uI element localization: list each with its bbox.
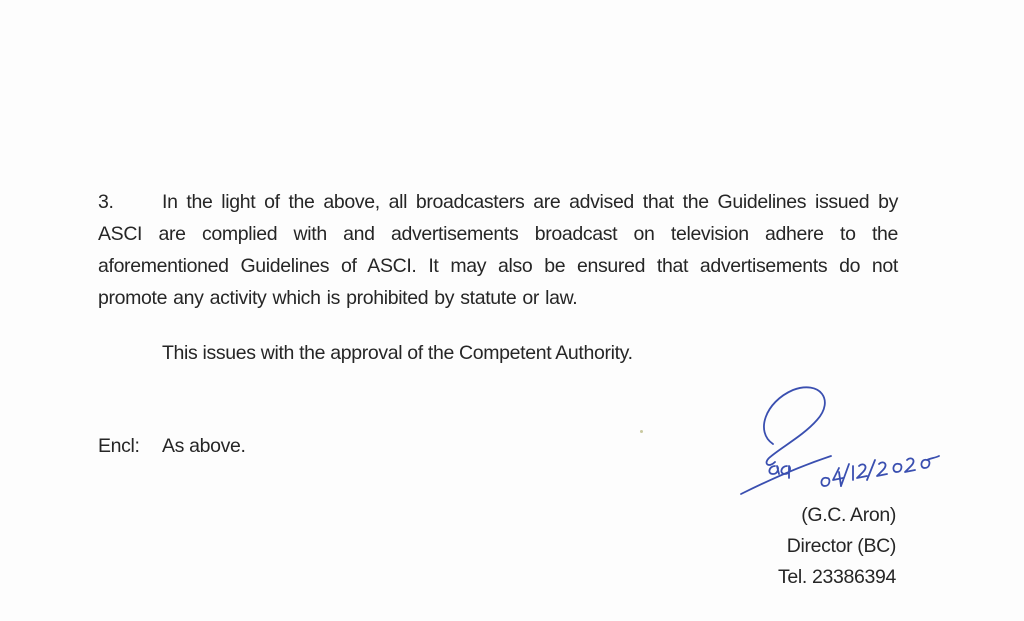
enclosure-label: Encl:: [98, 435, 140, 457]
paragraph-text: In the light of the above, all broadcasters are advised that the Guidelines issued by ASCI are complied with and advertisements broadcast on television adhere to the aforementioned Guidelines of ASCI. It may also be ensured that advertisements do not promote any activity which is prohibited by statute or law.: [98, 191, 898, 309]
handwritten-signature: [735, 382, 955, 502]
signatory-block: [778, 500, 896, 593]
scan-speck: [640, 430, 643, 433]
signatory-name: (G.C. Aron): [801, 504, 896, 526]
paragraph-3: [98, 186, 898, 314]
paragraph-number: 3.: [98, 191, 114, 213]
approval-statement: This issues with the approval of the Competent Authority.: [162, 342, 633, 364]
enclosure-value: As above.: [162, 435, 246, 457]
signatory-designation: Director (BC): [786, 535, 896, 557]
signatory-telephone: Tel. 23386394: [778, 566, 896, 588]
enclosure-line: [98, 435, 246, 458]
